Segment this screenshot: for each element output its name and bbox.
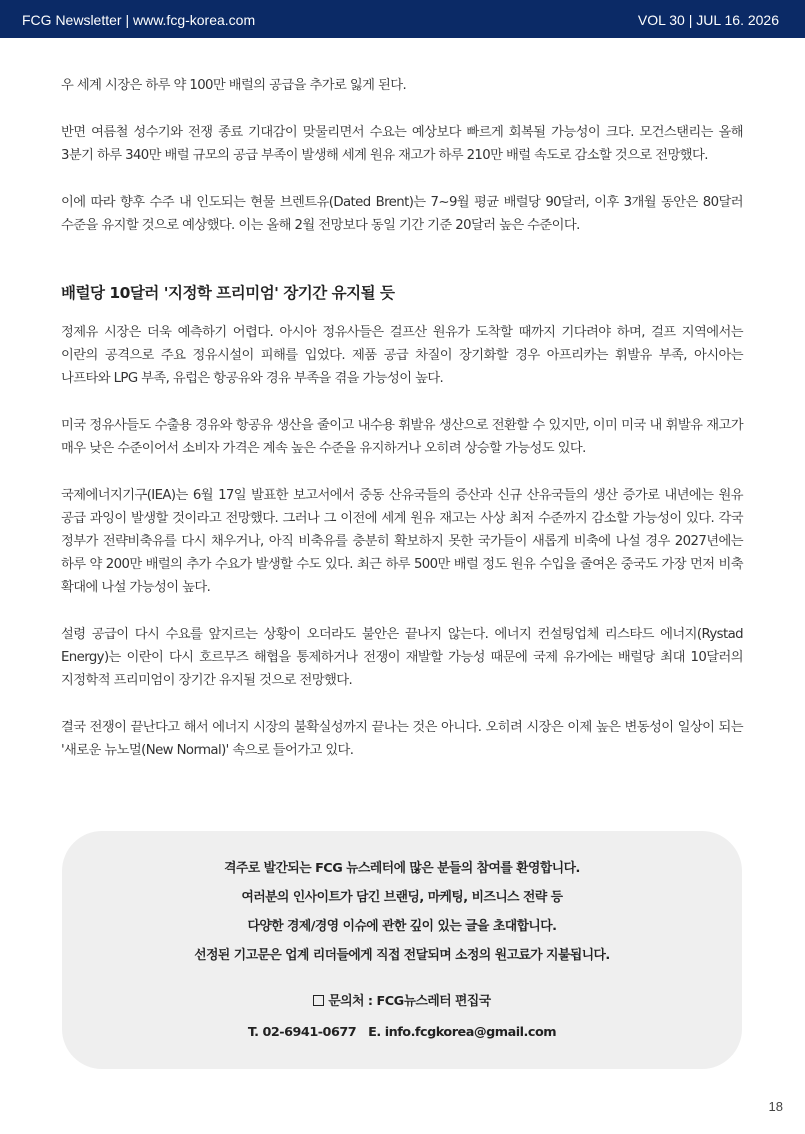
issue-date-label: VOL 30 | JUL 16. 2026: [637, 12, 779, 28]
callout-line: 선정된 기고문은 업계 리더들에게 직접 전달되며 소정의 원고료가 지불됩니다.: [194, 948, 610, 963]
phone-number: T. 02-6941-0677: [247, 1025, 357, 1040]
article-body: [61, 74, 743, 786]
section-heading: 배럴당 10달러 '지정학 프리미엄' 장기간 유지될 듯: [61, 284, 395, 302]
contact-label-row: [62, 986, 742, 1017]
article-paragraph: 정제유 시장은 더욱 예측하기 어렵다. 아시아 정유사들은 걸프산 원유가 도착할 때까지 기다려야 하며, 걸프 지역에서는 이란의 공격으로 주요 정유시설이 피해를 입었다. 제품 공급 차질이 장기화할 경우 아프리카는 휘발유 부족, 아시아는 나프타와 LPG 부족, 유럽은 항공유와 경유 부족을 겪을 가능성이 높다.: [61, 325, 743, 386]
article-paragraph: 국제에너지기구(IEA)는 6월 17일 발표한 보고서에서 중동 산유국들의 증산과 신규 산유국들의 생산 증가로 내년에는 원유 공급 과잉이 발생할 것이라고 전망했다. 그러나 그 이전에 세계 원유 재고는 사상 최저 수준까지 감소할 가능성이 있다. 각국 정부가 전략비축유를 다시 채우거나, 아직 비축유를 충분히 확보하지 못한 국가들이 새롭게 비축에 나설 경우 2027년에는 하루 약 200만 배럴의 추가 수요가 발생할 수도 있다. 최근 하루 500만 배럴 정도 원유 수입을 줄여온 중국도 가장 먼저 비축 확대에 나설 가능성이 높다.: [61, 488, 743, 595]
page-number: 18: [768, 1099, 783, 1114]
article-paragraph: 미국 정유사들도 수출용 경유와 항공유 생산을 줄이고 내수용 휘발유 생산으로 전환할 수 있지만, 이미 미국 내 휘발유 재고가 매우 낮은 수준이어서 소비자 가격은 계속 높은 수준을 유지하거나 오히려 상승할 가능성도 있다.: [61, 418, 743, 456]
contact-info: [62, 986, 742, 1048]
newsletter-site-label: FCG Newsletter | www.fcg-korea.com: [22, 12, 256, 28]
article-paragraph: 이에 따라 향후 수주 내 인도되는 현물 브렌트유(Dated Brent)는 7~9월 평균 배럴당 90달러, 이후 3개월 동안은 80달러 수준을 유지할 것으로 예상했다. 이는 올해 2월 전망보다 동일 기간 기준 20달러 높은 수준이다.: [61, 195, 743, 233]
email-address: E. info.fcgkorea@gmail.com: [368, 1025, 557, 1040]
article-paragraph: 설령 공급이 다시 수요를 앞지르는 상황이 오더라도 불안은 끝나지 않는다. 에너지 컨설팅업체 리스타드 에너지(Rystad Energy)는 이란이 다시 호르무즈 해협을 통제하거나 전쟁이 재발할 가능성 때문에 국제 유가에는 배럴당 최대 10달러의 지정학적 프리미엄이 장기간 유지될 것으로 전망했다.: [61, 627, 743, 688]
contact-label: 문의처 : FCG뉴스레터 편집국: [328, 994, 491, 1009]
article-paragraph: 반면 여름철 성수기와 전쟁 종료 기대감이 맞물리면서 수요는 예상보다 빠르게 회복될 가능성이 크다. 모건스탠리는 올해 3분기 하루 340만 배럴 규모의 공급 부족이 발생해 세계 원유 재고가 하루 210만 배럴 속도로 감소할 것으로 전망했다.: [61, 125, 743, 163]
contribution-callout-box: [62, 831, 742, 1069]
article-paragraph: 결국 전쟁이 끝난다고 해서 에너지 시장의 불확실성까지 끝나는 것은 아니다. 오히려 시장은 이제 높은 변동성이 일상이 되는 '새로운 뉴노멀(New Normal)' 속으로 들어가고 있다.: [61, 720, 743, 758]
article-paragraph: 우 세계 시장은 하루 약 100만 배럴의 공급을 추가로 잃게 된다.: [61, 78, 407, 93]
callout-line: 다양한 경제/경영 이슈에 관한 깊이 있는 글을 초대합니다.: [247, 919, 557, 934]
header-bar: [0, 0, 805, 38]
contact-details-row: [62, 1017, 742, 1048]
callout-line: 여러분의 인사이트가 담긴 브랜딩, 마케팅, 비즈니스 전략 등: [241, 890, 563, 905]
square-bullet-icon: [313, 995, 324, 1006]
callout-line: 격주로 발간되는 FCG 뉴스레터에 많은 분들의 참여를 환영합니다.: [224, 861, 580, 876]
